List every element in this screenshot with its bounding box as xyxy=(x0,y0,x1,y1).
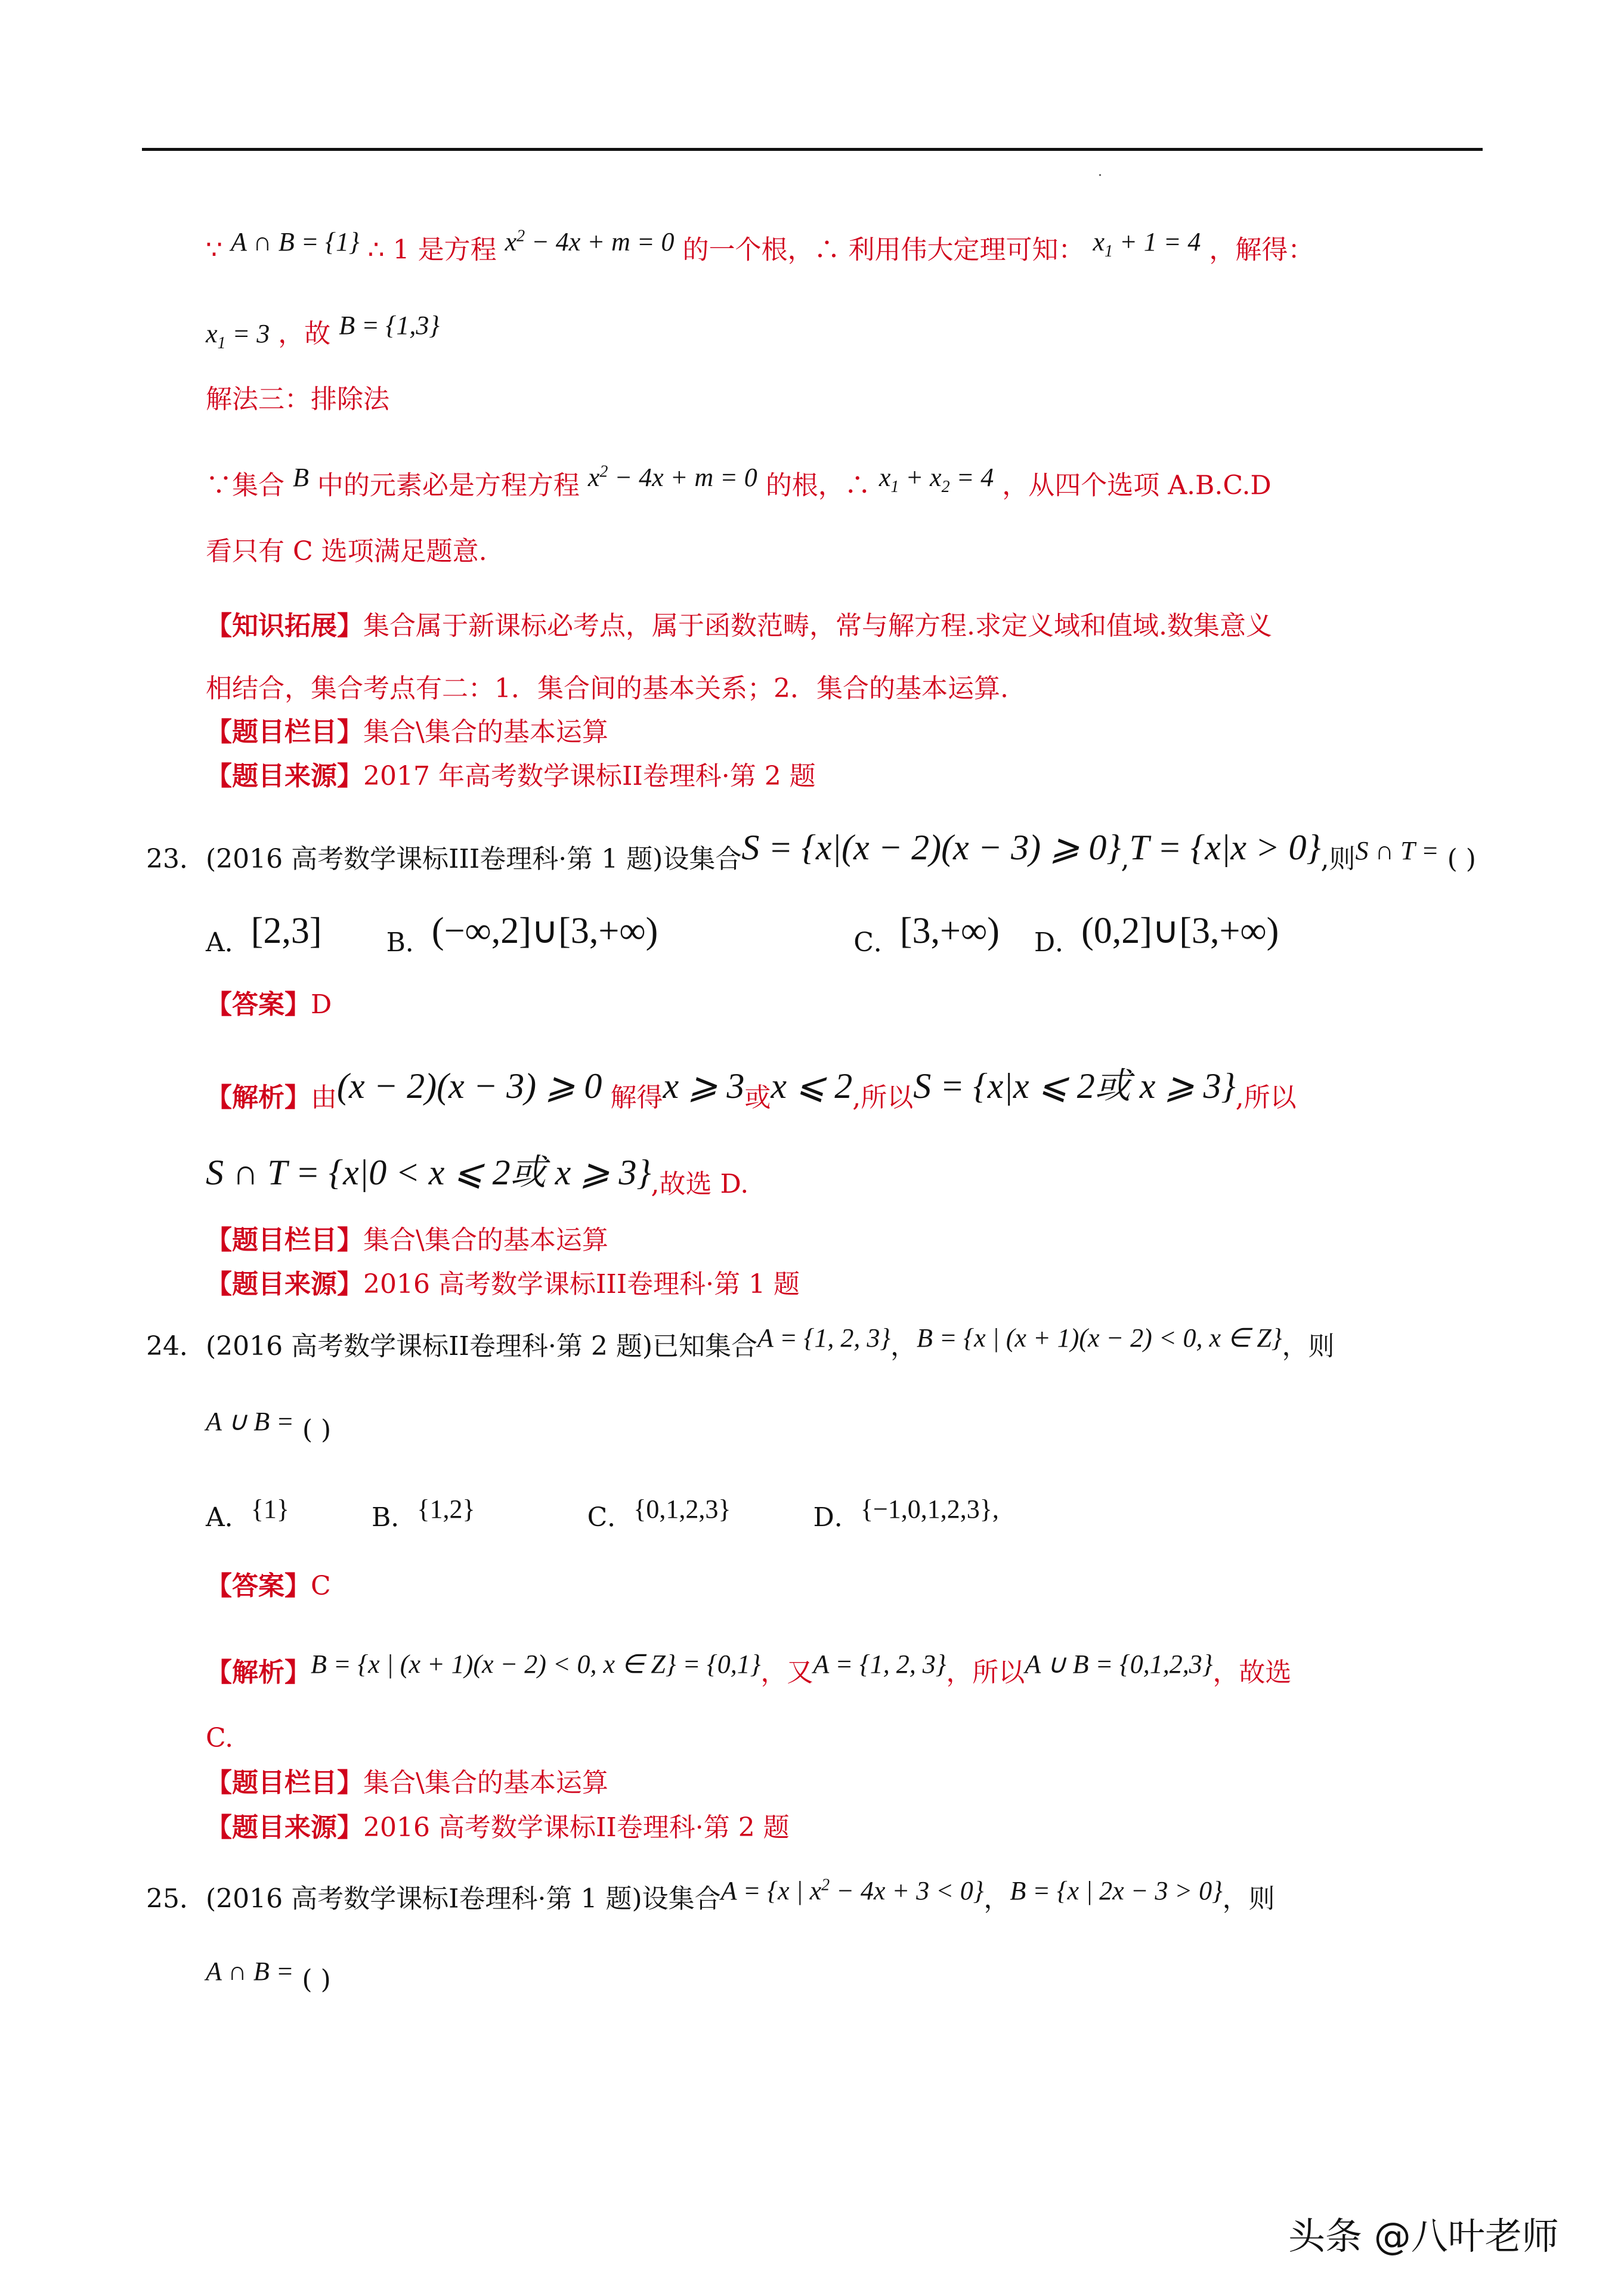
option-c-value: {0,1,2,3} xyxy=(633,1494,731,1524)
answer-value: D xyxy=(311,989,332,1020)
math-set-t: T = {x|x > 0} xyxy=(1129,828,1321,867)
text: ,所以 xyxy=(1235,1082,1297,1113)
option-a-value: [2,3] xyxy=(250,911,322,951)
topic-category-23 xyxy=(206,1223,608,1258)
text: ，所以 xyxy=(946,1657,1025,1688)
text: 解得 xyxy=(610,1082,663,1113)
option-b-label: B． xyxy=(372,1502,417,1533)
question-number: 24． xyxy=(146,1331,206,1361)
text: 集合\集合的基本运算 xyxy=(363,1225,608,1255)
option-d-value: {−1,0,1,2,3}, xyxy=(860,1494,999,1524)
tag: 【题目栏目】 xyxy=(206,1225,363,1255)
answer-blank: ( ) xyxy=(293,1964,331,1995)
option-b-value: {1,2} xyxy=(417,1494,475,1524)
question-number: 25． xyxy=(146,1883,206,1914)
tag: 【知识拓展】 xyxy=(206,611,363,641)
text: 2016 高考数学课标III卷理科·第 1 题 xyxy=(363,1269,800,1299)
math-set-a: A = {1, 2, 3} xyxy=(813,1650,946,1679)
question-24-expression xyxy=(206,1407,332,1448)
solution-line-5: 看只有 C 选项满足题意. xyxy=(206,536,487,567)
text: , xyxy=(1121,844,1130,874)
topic-category xyxy=(206,714,608,750)
option-a-label: A． xyxy=(206,927,251,958)
text: 或 xyxy=(744,1082,771,1113)
tag: 【答案】 xyxy=(206,989,311,1020)
math-set-a: A = {1, 2, 3} xyxy=(757,1323,890,1353)
text: ∴ 1 是方程 xyxy=(367,234,497,265)
text: ， xyxy=(890,1331,917,1361)
question-24 xyxy=(146,1323,1335,1364)
answer-value: C xyxy=(311,1571,331,1601)
math-root-sum: $x_1 + 1 = 4$ xyxy=(1093,227,1201,261)
text: ，解得： xyxy=(1209,234,1314,265)
text: 2017 年高考数学课标II卷理科·第 2 题 xyxy=(363,761,816,791)
tag: 【题目来源】 xyxy=(206,761,363,791)
text: ，则 xyxy=(1282,1331,1335,1361)
text: 2016 高考数学课标II卷理科·第 2 题 xyxy=(363,1812,790,1843)
text: ∵集合 xyxy=(206,470,293,501)
option-c-label: C． xyxy=(853,927,900,958)
text: 集合\集合的基本运算 xyxy=(363,1768,608,1798)
text: ,所以 xyxy=(852,1082,914,1113)
question-23-options xyxy=(206,911,1279,961)
math-set-b: B = {1,3} xyxy=(339,311,440,340)
text: 由 xyxy=(311,1082,337,1113)
solution-line-1 xyxy=(206,227,1314,277)
answer-24 xyxy=(206,1568,331,1604)
tag: 【题目栏目】 xyxy=(206,1768,363,1798)
math-set-b: B = {x | (x + 1)(x − 2) < 0, x ∈ Z} xyxy=(916,1323,1282,1353)
knowledge-extension-cont: 相结合，集合考点有二：1．集合间的基本关系；2．集合的基本运算. xyxy=(206,673,1009,704)
math-equation: $x^2 - 4x + m = 0$ xyxy=(587,462,757,492)
text: 的根，∴ xyxy=(765,470,879,501)
math-inequality: (x − 2)(x − 3) ⩾ 0 xyxy=(337,1066,602,1106)
solution-line-2 xyxy=(206,311,440,361)
option-b-label: B． xyxy=(386,927,432,958)
option-d-label: D． xyxy=(1034,927,1082,958)
math-intersection: S ∩ T = xyxy=(1355,836,1439,865)
topic-category-24 xyxy=(206,1765,608,1801)
math-set-a: A = {x | $x^2 - 4x + 3 < 0$} xyxy=(720,1876,984,1905)
math-set-b-solved: B = {x | (x + 1)(x − 2) < 0, x ∈ Z} = {0,1} xyxy=(311,1650,761,1679)
option-b-value: (−∞,2]∪[3,+∞) xyxy=(431,911,658,951)
math-union-result: A ∪ B = {0,1,2,3} xyxy=(1025,1650,1213,1679)
explanation-23-line-1 xyxy=(206,1066,1297,1116)
text: ，又 xyxy=(760,1657,813,1688)
question-number: 23． xyxy=(146,844,206,874)
text: 集合属于新课标必考点，属于函数范畴，常与解方程.求定义域和值域.数集意义 xyxy=(363,611,1272,641)
tag: 【解析】 xyxy=(206,1082,311,1113)
math-b: B xyxy=(293,462,309,492)
question-text: (2016 高考数学课标II卷理科·第 2 题)已知集合 xyxy=(206,1331,758,1361)
topic-source xyxy=(206,759,816,794)
answer-23 xyxy=(206,987,332,1023)
option-c-value: [3,+∞) xyxy=(899,911,1000,951)
explanation-24-line-2: C. xyxy=(206,1723,234,1753)
question-text: (2016 高考数学课标III卷理科·第 1 题)设集合 xyxy=(206,844,742,874)
text: ,故选 D. xyxy=(651,1169,749,1199)
text: 的一个根，∴ 利用伟大定理可知： xyxy=(682,234,1085,265)
topic-source-23 xyxy=(206,1267,800,1302)
math-set-b: B = {x | 2x − 3 > 0} xyxy=(1010,1876,1223,1905)
text: ,则 xyxy=(1320,844,1356,874)
knowledge-extension xyxy=(206,608,1272,644)
explanation-24-line-1 xyxy=(206,1650,1292,1691)
answer-blank: ( ) xyxy=(1439,844,1476,874)
method-three-heading: 解法三：排除法 xyxy=(206,384,389,414)
math-root-value: $x_1 = 3$ xyxy=(206,319,270,352)
tag: 【答案】 xyxy=(206,1571,311,1601)
question-25-expression xyxy=(206,1957,331,1998)
text: 集合\集合的基本运算 xyxy=(363,717,608,747)
math-x-ge-3: x ⩾ 3 xyxy=(663,1066,745,1106)
math-set-s-solved: S = {x|x ⩽ 2或 x ⩾ 3} xyxy=(913,1066,1236,1106)
question-23 xyxy=(146,828,1476,877)
answer-blank: ( ) xyxy=(293,1415,332,1445)
text: 中的元素必是方程方程 xyxy=(317,470,580,501)
tag: 【题目来源】 xyxy=(206,1812,363,1843)
question-text: (2016 高考数学课标I卷理科·第 1 题)设集合 xyxy=(206,1883,721,1914)
math-intersection: A ∩ B = {1} xyxy=(230,227,360,256)
tag: 【题目来源】 xyxy=(206,1269,363,1299)
option-a-label: A． xyxy=(206,1502,251,1533)
tag: 【解析】 xyxy=(206,1657,311,1688)
question-24-options xyxy=(206,1494,999,1536)
math-vieta-sum: $x_1 + x_2 = 4$ xyxy=(878,462,994,496)
topic-source-24 xyxy=(206,1810,790,1846)
math-x-le-2: x ⩽ 2 xyxy=(771,1066,853,1106)
solution-line-4 xyxy=(206,462,1272,513)
explanation-23-line-2 xyxy=(206,1153,749,1202)
because-symbol: ∵ xyxy=(206,234,231,265)
math-intersection: A ∩ B = xyxy=(206,1957,294,1986)
text: ， xyxy=(983,1883,1010,1914)
option-a-value: {1} xyxy=(250,1494,290,1524)
question-25 xyxy=(146,1876,1275,1917)
option-d-value: (0,2]∪[3,+∞) xyxy=(1081,911,1279,951)
header-dot xyxy=(1099,174,1101,176)
math-equation: $x^2 - 4x + m = 0$ xyxy=(505,227,675,256)
math-intersection-result: S ∩ T = {x|0 < x ⩽ 2或 x ⩾ 3} xyxy=(206,1153,651,1192)
text: ，则 xyxy=(1222,1883,1275,1914)
tag: 【题目栏目】 xyxy=(206,717,363,747)
math-set-s: S = {x|(x − 2)(x − 3) ⩾ 0} xyxy=(741,828,1121,867)
option-d-label: D． xyxy=(813,1502,861,1533)
text: ，故选 xyxy=(1212,1657,1292,1688)
text: ，故 xyxy=(278,318,339,349)
option-c-label: C． xyxy=(587,1502,634,1533)
text: ，从四个选项 A.B.C.D xyxy=(1002,470,1272,501)
math-union: A ∪ B = xyxy=(206,1407,294,1436)
watermark: 头条 @八叶老师 xyxy=(1288,2214,1559,2258)
header-rule xyxy=(142,148,1483,151)
